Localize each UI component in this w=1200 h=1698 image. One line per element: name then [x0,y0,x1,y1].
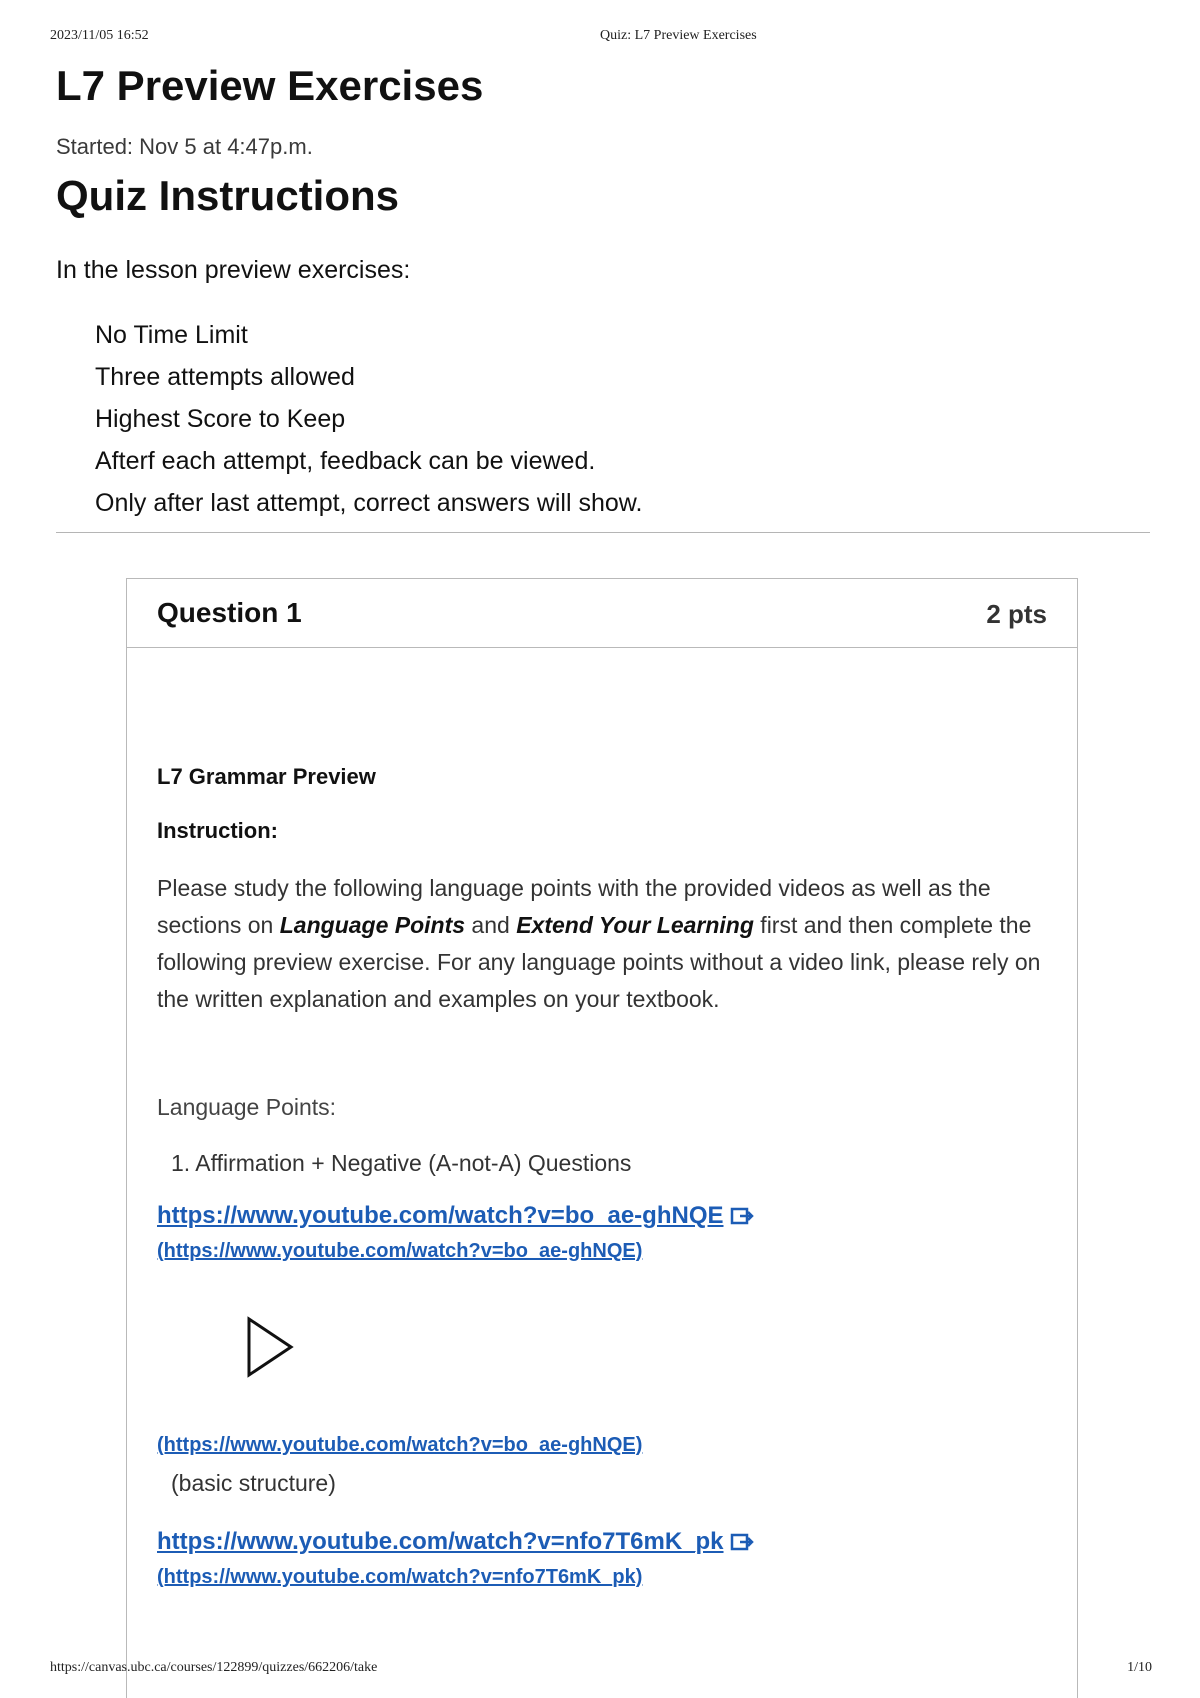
emphasis-language-points: Language Points [279,912,466,938]
print-header [0,28,1200,48]
page-title: L7 Preview Exercises [56,62,484,109]
paragraph-text: first and then complete the following preview exercise. For any language points without a video link, please rely on the written explanation and examples on your textbook. [157,912,1041,1012]
rule-item: Highest Score to Keep [95,405,346,433]
basic-structure-note: (basic structure) [171,1470,336,1496]
language-point-item: 1. Affirmation + Negative (A-not-A) Questions [171,1150,632,1176]
instruction-label: Instruction: [157,818,278,843]
question-subtitle: L7 Grammar Preview [157,764,376,789]
language-points-label: Language Points: [157,1094,337,1120]
rule-item: Afterf each attempt, feedback can be viewed. [95,447,596,475]
video-link-paren[interactable]: (https://www.youtube.com/watch?v=bo_ae-ghNQE) [157,1240,643,1262]
started-timestamp: Started: Nov 5 at 4:47p.m. [56,134,313,159]
question-title: Question 1 [157,597,302,628]
video-link-paren[interactable]: (https://www.youtube.com/watch?v=nfo7T6mK_pk) [157,1566,643,1588]
rule-item: Only after last attempt, correct answers will show. [95,489,643,517]
print-url: https://canvas.ubc.ca/courses/122899/quizzes/662206/take [50,1660,378,1675]
video-link-paren[interactable]: (https://www.youtube.com/watch?v=bo_ae-ghNQE) [157,1434,643,1456]
question-card [126,578,1078,1698]
instructions-rules-list [95,314,642,524]
rule-item: Three attempts allowed [95,363,355,391]
emphasis-extend-learning: Extend Your Learning [516,912,754,938]
instructions-intro: In the lesson preview exercises: [56,256,411,284]
external-link-icon[interactable] [730,1206,756,1231]
rule-item: No Time Limit [95,321,248,349]
page-number: 1/10 [1127,1660,1152,1675]
video-link[interactable]: https://www.youtube.com/watch?v=nfo7T6mK_pk [157,1528,724,1555]
quiz-instructions-heading: Quiz Instructions [56,172,400,219]
external-link-icon[interactable] [730,1532,756,1557]
video-link[interactable]: https://www.youtube.com/watch?v=bo_ae-ghNQE [157,1202,724,1229]
print-title: Quiz: L7 Preview Exercises [600,28,757,43]
print-date: 2023/11/05 16:52 [50,28,149,43]
paragraph-text: Please study the following language points with the provided videos as well as the sections on [157,875,991,938]
print-footer [0,1660,1200,1680]
video-link-row [157,1528,756,1557]
instruction-paragraph [157,870,1047,1018]
paragraph-text: and [465,912,517,938]
question-points: 2 pts [986,599,1047,629]
section-divider [56,532,1150,533]
play-icon[interactable] [245,1316,295,1383]
question-header [127,579,1077,648]
video-link-row [157,1202,756,1231]
